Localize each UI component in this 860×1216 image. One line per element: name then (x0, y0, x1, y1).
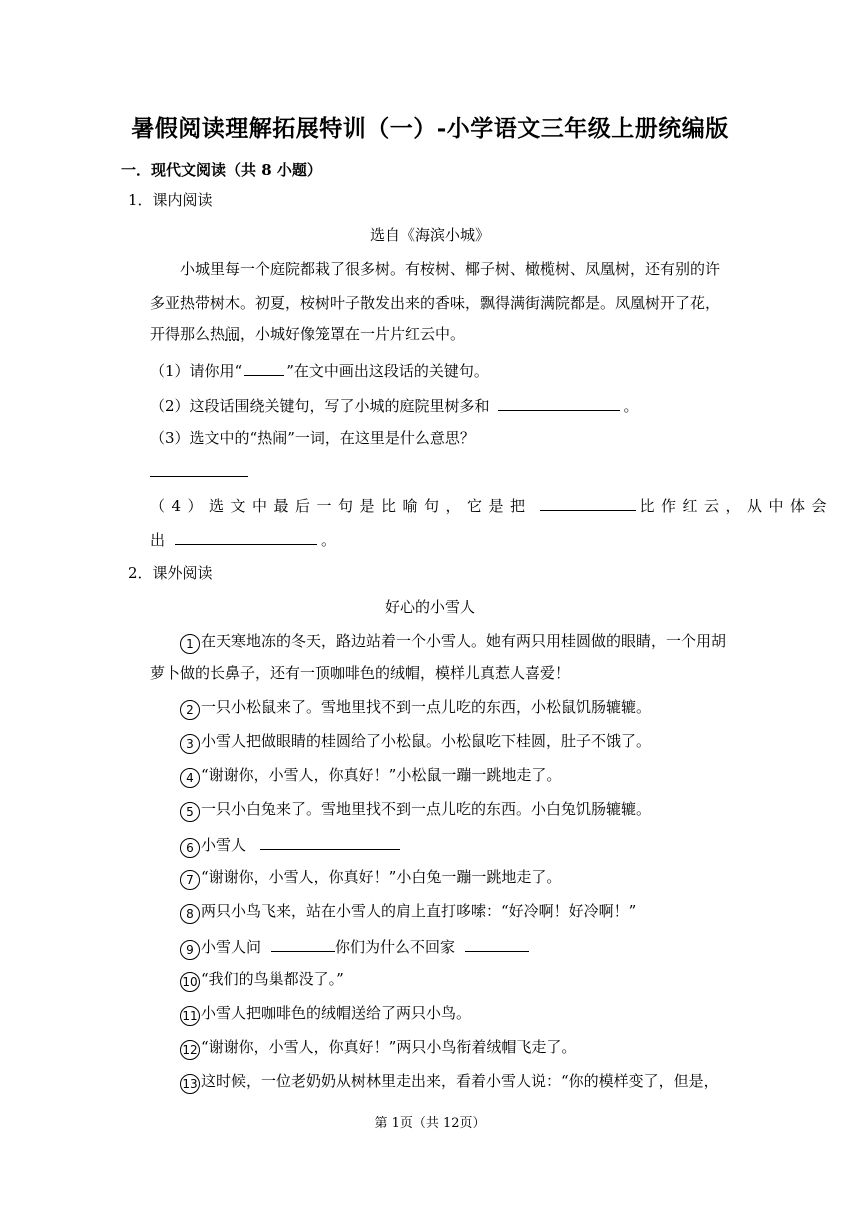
passage-2-paragraph (180, 765, 561, 788)
question-2-label: 2．课外阅读 (128, 564, 213, 582)
sub-question-1-a: （1）请你用“ (150, 362, 243, 380)
passage-2-paragraph (180, 731, 651, 754)
paragraph-text: “谢谢你，小雪人，你真好！”小白兔一蹦一跳地走了。 (201, 868, 562, 886)
answer-blank-5[interactable] (175, 528, 317, 545)
sub-question-2-end: 。 (623, 397, 639, 415)
page-footer: 第 1页（共 12页） (374, 1116, 486, 1131)
sub-question-4-b: 比作红云，从中体会 (639, 497, 834, 515)
paragraph-number-badge: 10 (180, 972, 200, 992)
paragraph-number-badge: 8 (180, 904, 200, 924)
passage-1-line-1: 小城里每一个庭院都栽了很多树。有桉树、椰子树、橄榄树、凤凰树，还有别的许 (180, 260, 721, 278)
paragraph-text: 小雪人 (201, 836, 247, 854)
paragraph-text: 小雪人问 (201, 938, 262, 956)
section-heading: 一．现代文阅读（共 8 小题） (121, 161, 322, 179)
paragraph-text: “谢谢你，小雪人，你真好！”小松鼠一蹦一跳地走了。 (201, 766, 562, 784)
answer-blank-2[interactable] (498, 394, 620, 411)
answer-blank-7[interactable] (271, 935, 335, 952)
passage-1-line-3 (150, 324, 465, 344)
paragraph-text: 一只小白兔来了。雪地里找不到一点儿吃的东西。小白兔饥肠辘辘。 (201, 800, 652, 818)
paragraph-text: 这时候，一位老奶奶从树林里走出来，看着小雪人说：“你的模样变了，但是， (201, 1072, 719, 1090)
page-title: 暑假阅读理解拓展特训（一）-小学语文三年级上册统编版 (131, 115, 729, 142)
paragraph-number-badge: 1 (180, 634, 200, 654)
passage-2-paragraph (180, 697, 651, 720)
passage-2-paragraph (150, 663, 570, 683)
sub-question-1-b: ”在文中画出这段话的关键句。 (286, 362, 489, 380)
answer-blank-6[interactable] (260, 833, 400, 850)
paragraph-text: 小雪人把咖啡色的绒帽送给了两只小鸟。 (201, 1004, 472, 1022)
passage-2-paragraph (180, 1071, 719, 1094)
paragraph-text: 小雪人把做眼睛的桂圆给了小松鼠。小松鼠吃下桂圆，肚子不饿了。 (201, 732, 652, 750)
passage-2-paragraph (180, 631, 726, 654)
passage-2-paragraph (180, 1037, 576, 1060)
question-1-label: 1．课内阅读 (128, 191, 213, 209)
answer-blank-4[interactable] (540, 494, 636, 511)
paragraph-number-badge: 2 (180, 700, 200, 720)
paragraph-text: 在天寒地冻的冬天，路边站着一个小雪人。她有两只用桂圆做的眼睛，一个用胡 (201, 632, 727, 650)
passage-1-line-2: 多亚热带树木。初夏，桉树叶子散发出来的香味，飘得满街满院都是。凤凰树开了花， (150, 294, 721, 312)
paragraph-text: 两只小鸟飞来，站在小雪人的肩上直打哆嗦：“好冷啊！好冷啊！” (201, 902, 637, 920)
passage-1-line-3c: ，小城好像笼罩在一片片红云中。 (240, 325, 466, 343)
sub-question-4 (150, 494, 833, 516)
sub-question-4-c: 出 (150, 531, 166, 549)
sub-question-1 (150, 359, 489, 381)
passage-2-paragraph (180, 867, 561, 890)
paragraph-number-badge: 5 (180, 802, 200, 822)
paragraph-number-badge: 13 (180, 1074, 200, 1094)
paragraph-text: “谢谢你，小雪人，你真好！”两只小鸟衔着绒帽飞走了。 (201, 1038, 577, 1056)
paragraph-number-badge: 7 (180, 870, 200, 890)
sub-question-4-end: 。 (321, 531, 337, 549)
passage-2-paragraph (180, 1003, 471, 1026)
sub-question-4-a: （4）选文中最后一句是比喻句，它是把 (150, 497, 532, 515)
paragraph-number-badge: 3 (180, 734, 200, 754)
paragraph-number-badge: 4 (180, 768, 200, 788)
passage-1-line-3b: 闹 (225, 325, 241, 343)
answer-blank-8[interactable] (465, 935, 529, 952)
sub-question-3: （3）选文中的“热闹”一词，在这里是什么意思？ (150, 429, 475, 447)
paragraph-number-badge: 11 (180, 1006, 200, 1026)
sub-question-2 (150, 394, 639, 416)
sub-question-2-text: （2）这段话围绕关键句，写了小城的庭院里树多和 (150, 397, 490, 415)
answer-blank-1[interactable] (244, 359, 284, 376)
paragraph-text: 萝卜做的长鼻子，还有一顶咖啡色的绒帽，模样儿真惹人喜爱！ (150, 664, 571, 682)
paragraph-number-badge: 12 (180, 1040, 200, 1060)
passage-2-paragraph (180, 935, 533, 960)
passage-2-paragraph (180, 901, 636, 924)
passage-2-paragraph (180, 969, 344, 992)
paragraph-9-middle: 你们为什么不回家 (335, 938, 456, 956)
paragraph-text: 一只小松鼠来了。雪地里找不到一点儿吃的东西，小松鼠饥肠辘辘。 (201, 698, 652, 716)
paragraph-number-badge: 6 (180, 838, 200, 858)
paragraph-text: “我们的鸟巢都没了。” (201, 970, 344, 988)
passage-1-line-3a: 开得那么热 (150, 325, 226, 343)
paragraph-number-badge: 9 (180, 940, 200, 960)
sub-question-4-cont (150, 528, 336, 550)
passage-1-title: 选自《海滨小城》 (369, 226, 490, 244)
passage-2-paragraph (180, 833, 404, 858)
passage-2-paragraph (180, 799, 651, 822)
answer-blank-3[interactable] (150, 476, 248, 477)
passage-2-title: 好心的小雪人 (384, 598, 475, 616)
